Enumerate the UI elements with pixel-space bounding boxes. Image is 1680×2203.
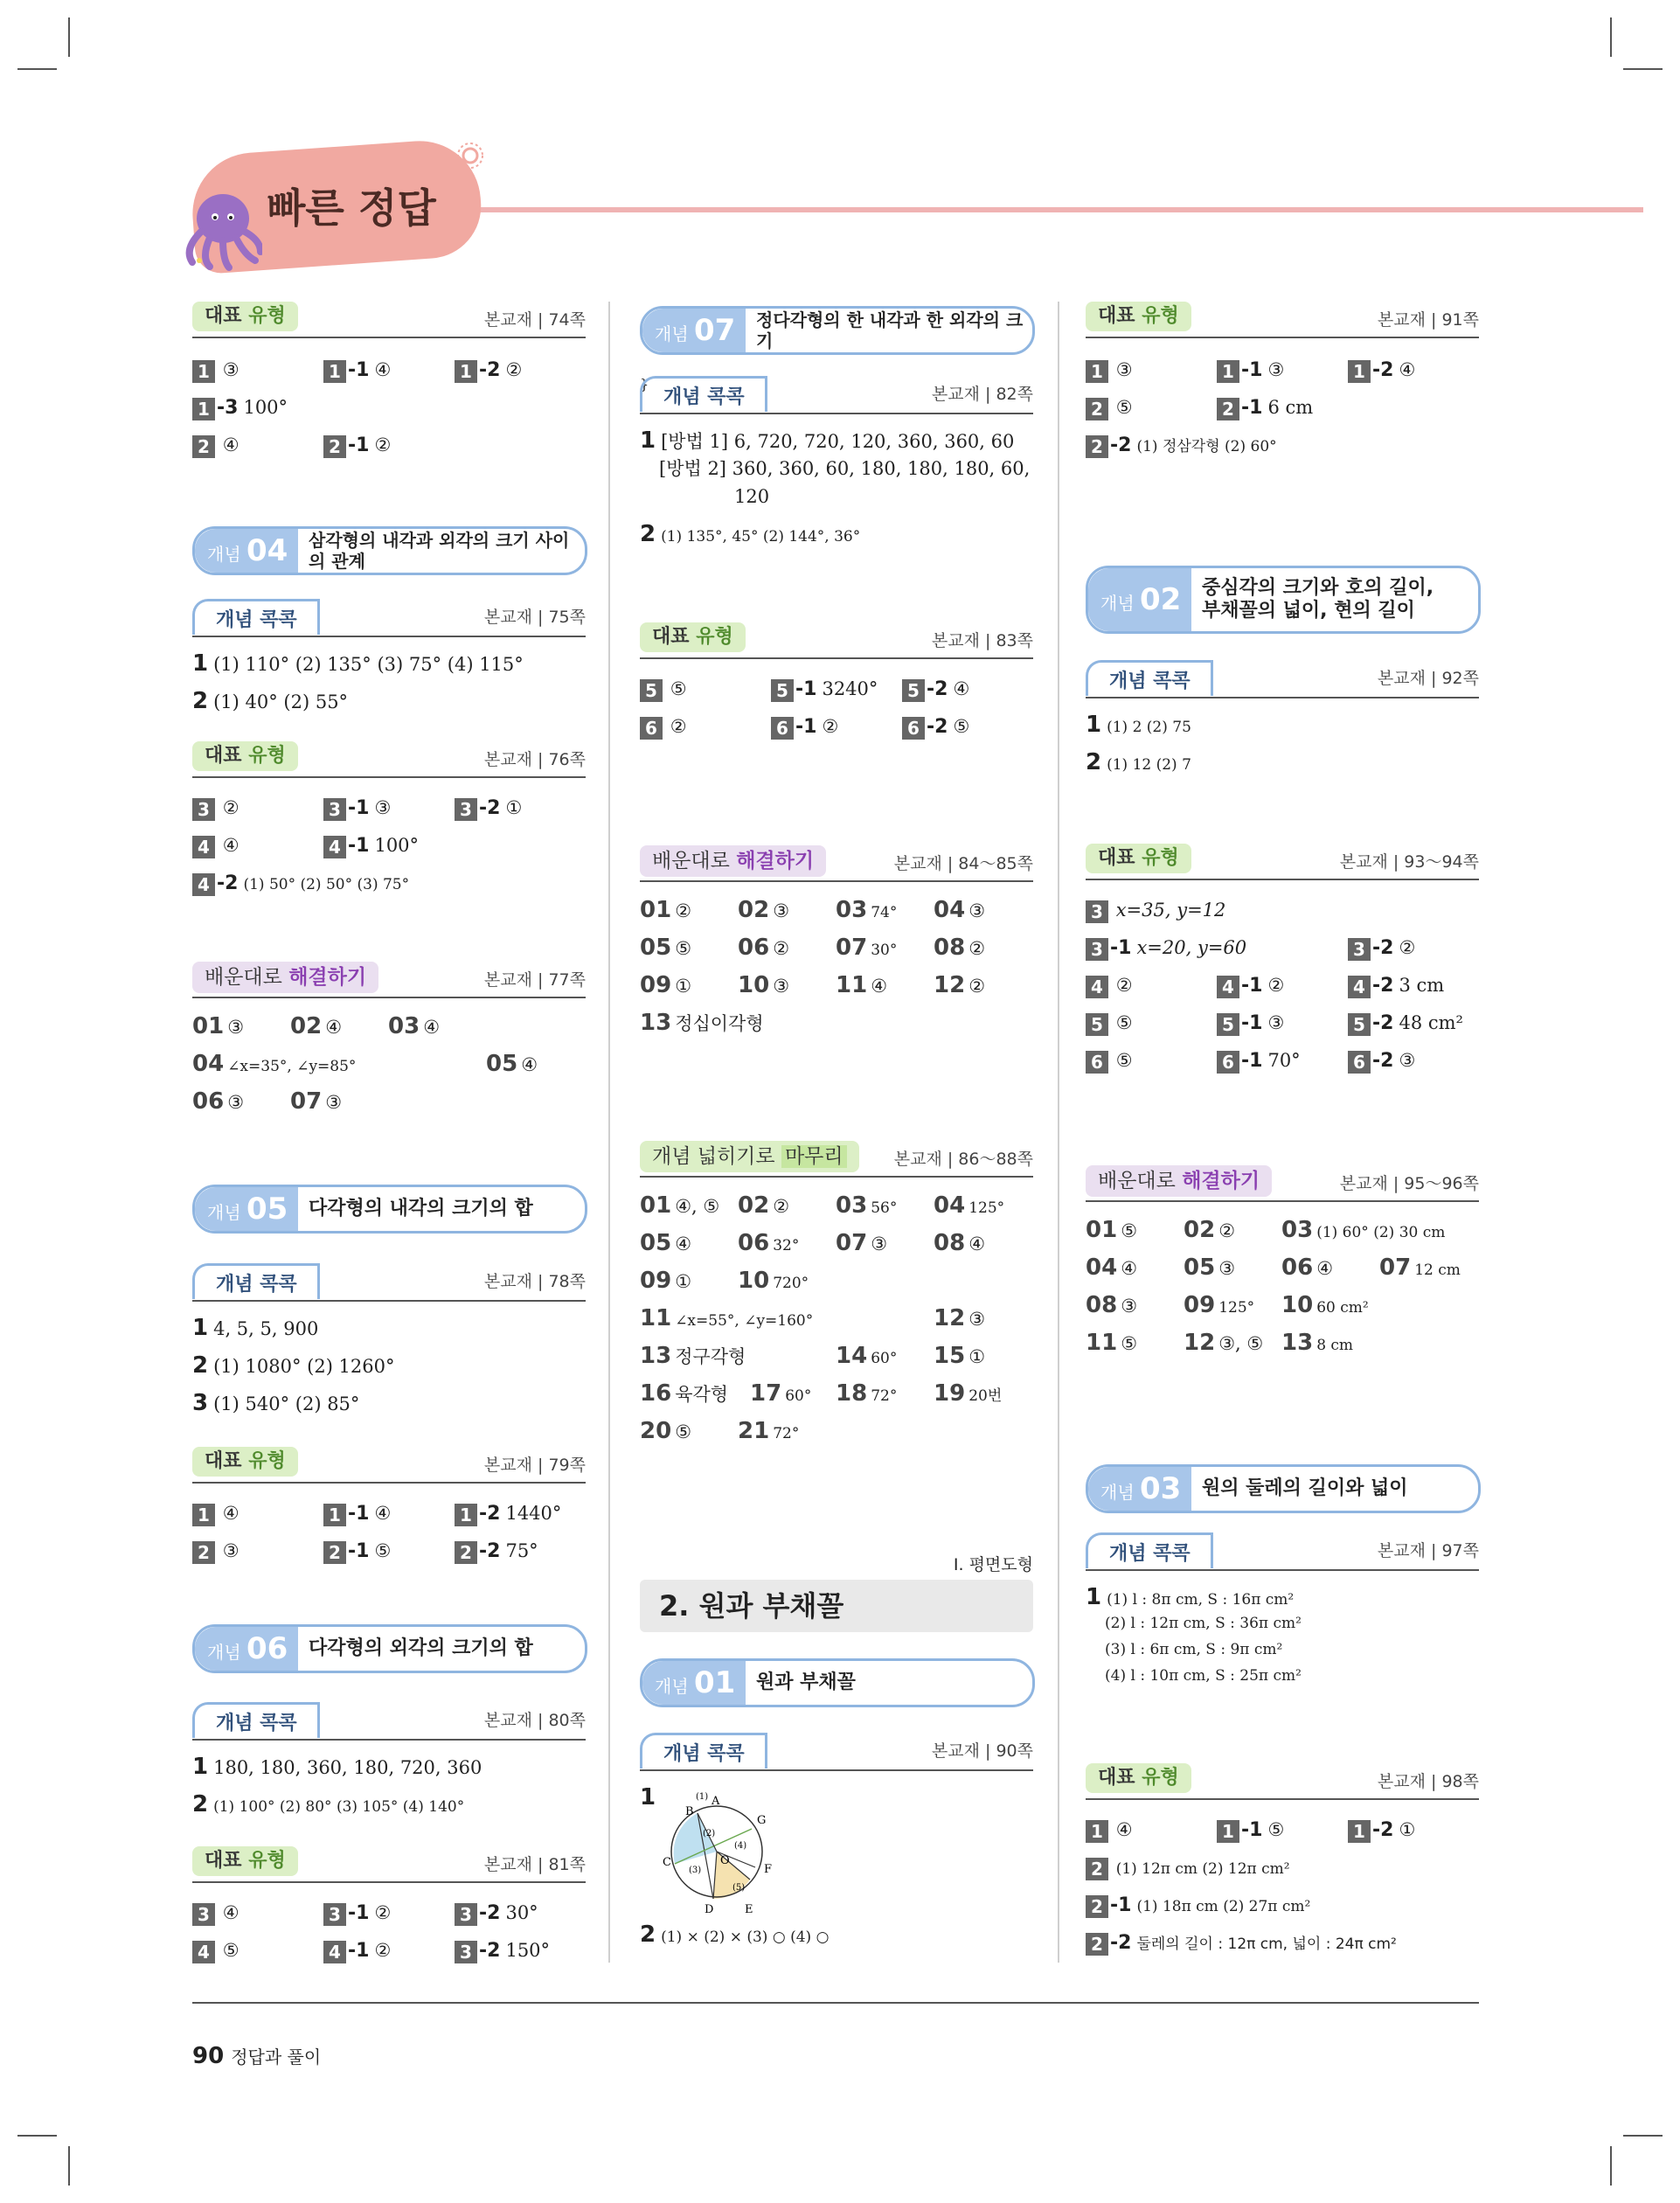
fig-label: (2)	[703, 1829, 716, 1838]
fig-label: A	[712, 1795, 720, 1808]
concept-02-banner: 개념 02 중심각의 크기와 호의 길이, 부채꼴의 넓이, 현의 길이	[1086, 566, 1481, 634]
fig-label: (5)	[732, 1883, 746, 1893]
fig-label: E	[745, 1903, 753, 1916]
octopus-icon	[175, 184, 262, 271]
crop-mark	[1623, 2135, 1663, 2137]
concept-04-banner: 개념 04 삼각형의 내각과 외각의 크기 사이의 관계	[192, 526, 587, 575]
footer-label: 정답과 풀이	[231, 2047, 322, 2067]
circle-figure	[657, 1785, 797, 1916]
sun-icon	[455, 140, 486, 171]
fig-label: C	[663, 1856, 671, 1869]
concept-07-banner: 개념 07 정다각형의 한 내각과 한 외각의 크기	[640, 306, 1035, 355]
crop-mark	[68, 17, 70, 57]
footer-line	[192, 2002, 1479, 2004]
page-number: 90	[192, 2043, 225, 2069]
page-title: 빠른 정답	[267, 184, 436, 232]
concept-03-banner: 개념 03 원의 둘레의 길이와 넓이	[1086, 1464, 1481, 1513]
crop-mark	[1610, 2146, 1612, 2186]
header-line	[463, 207, 1643, 212]
fig-label: D	[705, 1903, 714, 1916]
daepyo-badge: 대표 유형	[192, 302, 298, 331]
fig-label: F	[764, 1863, 773, 1876]
crop-mark	[17, 2135, 57, 2137]
crop-mark	[68, 2146, 70, 2186]
fig-label: G	[757, 1814, 767, 1827]
crop-mark	[17, 68, 57, 70]
unit-label: Ⅰ. 평면도형	[953, 1555, 1033, 1574]
fig-label: (1)	[696, 1792, 709, 1802]
column-divider	[608, 302, 610, 1963]
page-header	[175, 140, 1643, 280]
fig-label: O	[720, 1854, 730, 1867]
kongkong-section: 개념 콕콕 본교재 | 82쪽 1 [방법 1] 6, 720, 720, 120, 360, 360, 60 [방법 2] 360, 360, 60, 180, 180, 180, 60, 120 2 (1) 135°, 45° (2) 144°, 36° }	[640, 376, 1033, 547]
column-divider	[1058, 302, 1059, 1963]
chapter-title: 2. 원과 부채꼴	[640, 1580, 1033, 1632]
fig-label: (3)	[689, 1866, 702, 1875]
crop-mark	[1623, 68, 1663, 70]
concept-06-banner: 개념 06 다각형의 외각의 크기의 합	[192, 1624, 587, 1673]
page-ref: 본교재 | 74쪽	[483, 310, 586, 330]
crop-mark	[1610, 17, 1612, 57]
fig-label: (4)	[734, 1841, 747, 1851]
page-footer	[192, 2043, 321, 2069]
concept-01-banner: 개념 01 원과 부채꼴	[640, 1658, 1035, 1707]
concept-05-banner: 개념 05 다각형의 내각의 크기의 합	[192, 1185, 587, 1234]
fig-label: B	[685, 1805, 694, 1818]
